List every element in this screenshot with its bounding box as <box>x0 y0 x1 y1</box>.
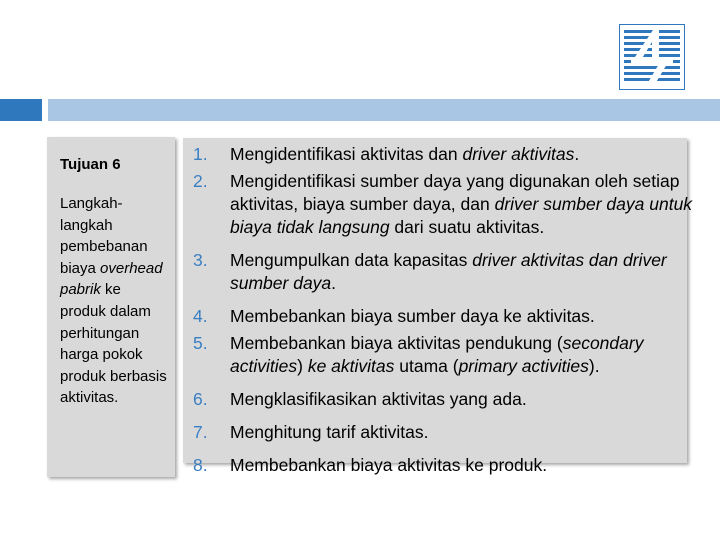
accent-square <box>0 99 42 121</box>
italic-text: primary activities <box>458 356 589 376</box>
text-segment: ). <box>588 356 600 376</box>
step-number: 4. <box>193 306 208 326</box>
step-text <box>230 389 527 409</box>
step-number: 5. <box>193 333 208 353</box>
step-item <box>193 305 693 328</box>
step-text <box>230 250 667 293</box>
text-segment: Mengidentifikasi sumber daya yang digunakan oleh setiap aktivitas, biaya sumber daya, dan <box>230 171 680 214</box>
company-logo-icon <box>619 24 685 90</box>
italic-text: secondary activities <box>230 333 644 376</box>
step-text <box>230 455 547 475</box>
steps-list <box>193 143 693 477</box>
italic-text: driver aktivitas dan driver sumber daya <box>230 250 667 293</box>
step-item <box>193 143 693 166</box>
step-number: 6. <box>193 389 208 409</box>
text-segment: Membebankan biaya sumber daya ke aktivitas. <box>230 306 595 326</box>
text-segment: Langkah-langkah pembebanan biaya <box>60 195 148 277</box>
text-segment: Membebankan biaya aktivitas pendukung ( <box>230 333 563 353</box>
text-segment: dari suatu aktivitas. <box>389 217 545 237</box>
italic-text: ke aktivitas <box>307 356 395 376</box>
step-number: 7. <box>193 422 208 442</box>
step-number: 1. <box>193 144 208 164</box>
text-segment: Menghitung tarif aktivitas. <box>230 422 429 442</box>
text-segment: ke produk dalam perhitungan harga pokok produk berbasis aktivitas. <box>60 281 167 407</box>
step-text <box>230 333 643 376</box>
text-segment: utama ( <box>394 356 459 376</box>
header-accent-bar <box>0 99 720 121</box>
text-segment: . <box>574 144 580 164</box>
objective-description <box>60 193 170 409</box>
step-text <box>230 422 428 442</box>
step-text <box>230 171 692 237</box>
text-segment: ) <box>297 356 308 376</box>
objective-title: Tujuan 6 <box>60 156 121 173</box>
step-item <box>193 332 693 378</box>
text-segment: Membebankan biaya aktivitas ke produk. <box>230 455 548 475</box>
step-number: 2. <box>193 171 208 191</box>
accent-band <box>48 99 720 121</box>
objective-panel <box>47 137 175 477</box>
step-text <box>230 144 579 164</box>
italic-text: overhead pabrik <box>60 259 163 299</box>
text-segment: Mengumpulkan data kapasitas <box>230 250 473 270</box>
step-item <box>193 388 693 411</box>
text-segment: Mengidentifikasi aktivitas dan <box>230 144 463 164</box>
step-item <box>193 454 693 477</box>
text-segment: . <box>331 273 337 293</box>
step-item <box>193 170 693 239</box>
step-item <box>193 421 693 444</box>
step-item <box>193 249 693 295</box>
text-segment: Mengklasifikasikan aktivitas yang ada. <box>230 389 527 409</box>
step-text <box>230 306 595 326</box>
step-number: 8. <box>193 455 208 475</box>
step-number: 3. <box>193 250 208 270</box>
italic-text: driver aktivitas <box>462 144 575 164</box>
italic-text: driver sumber daya untuk biaya tidak langsung <box>230 194 693 237</box>
